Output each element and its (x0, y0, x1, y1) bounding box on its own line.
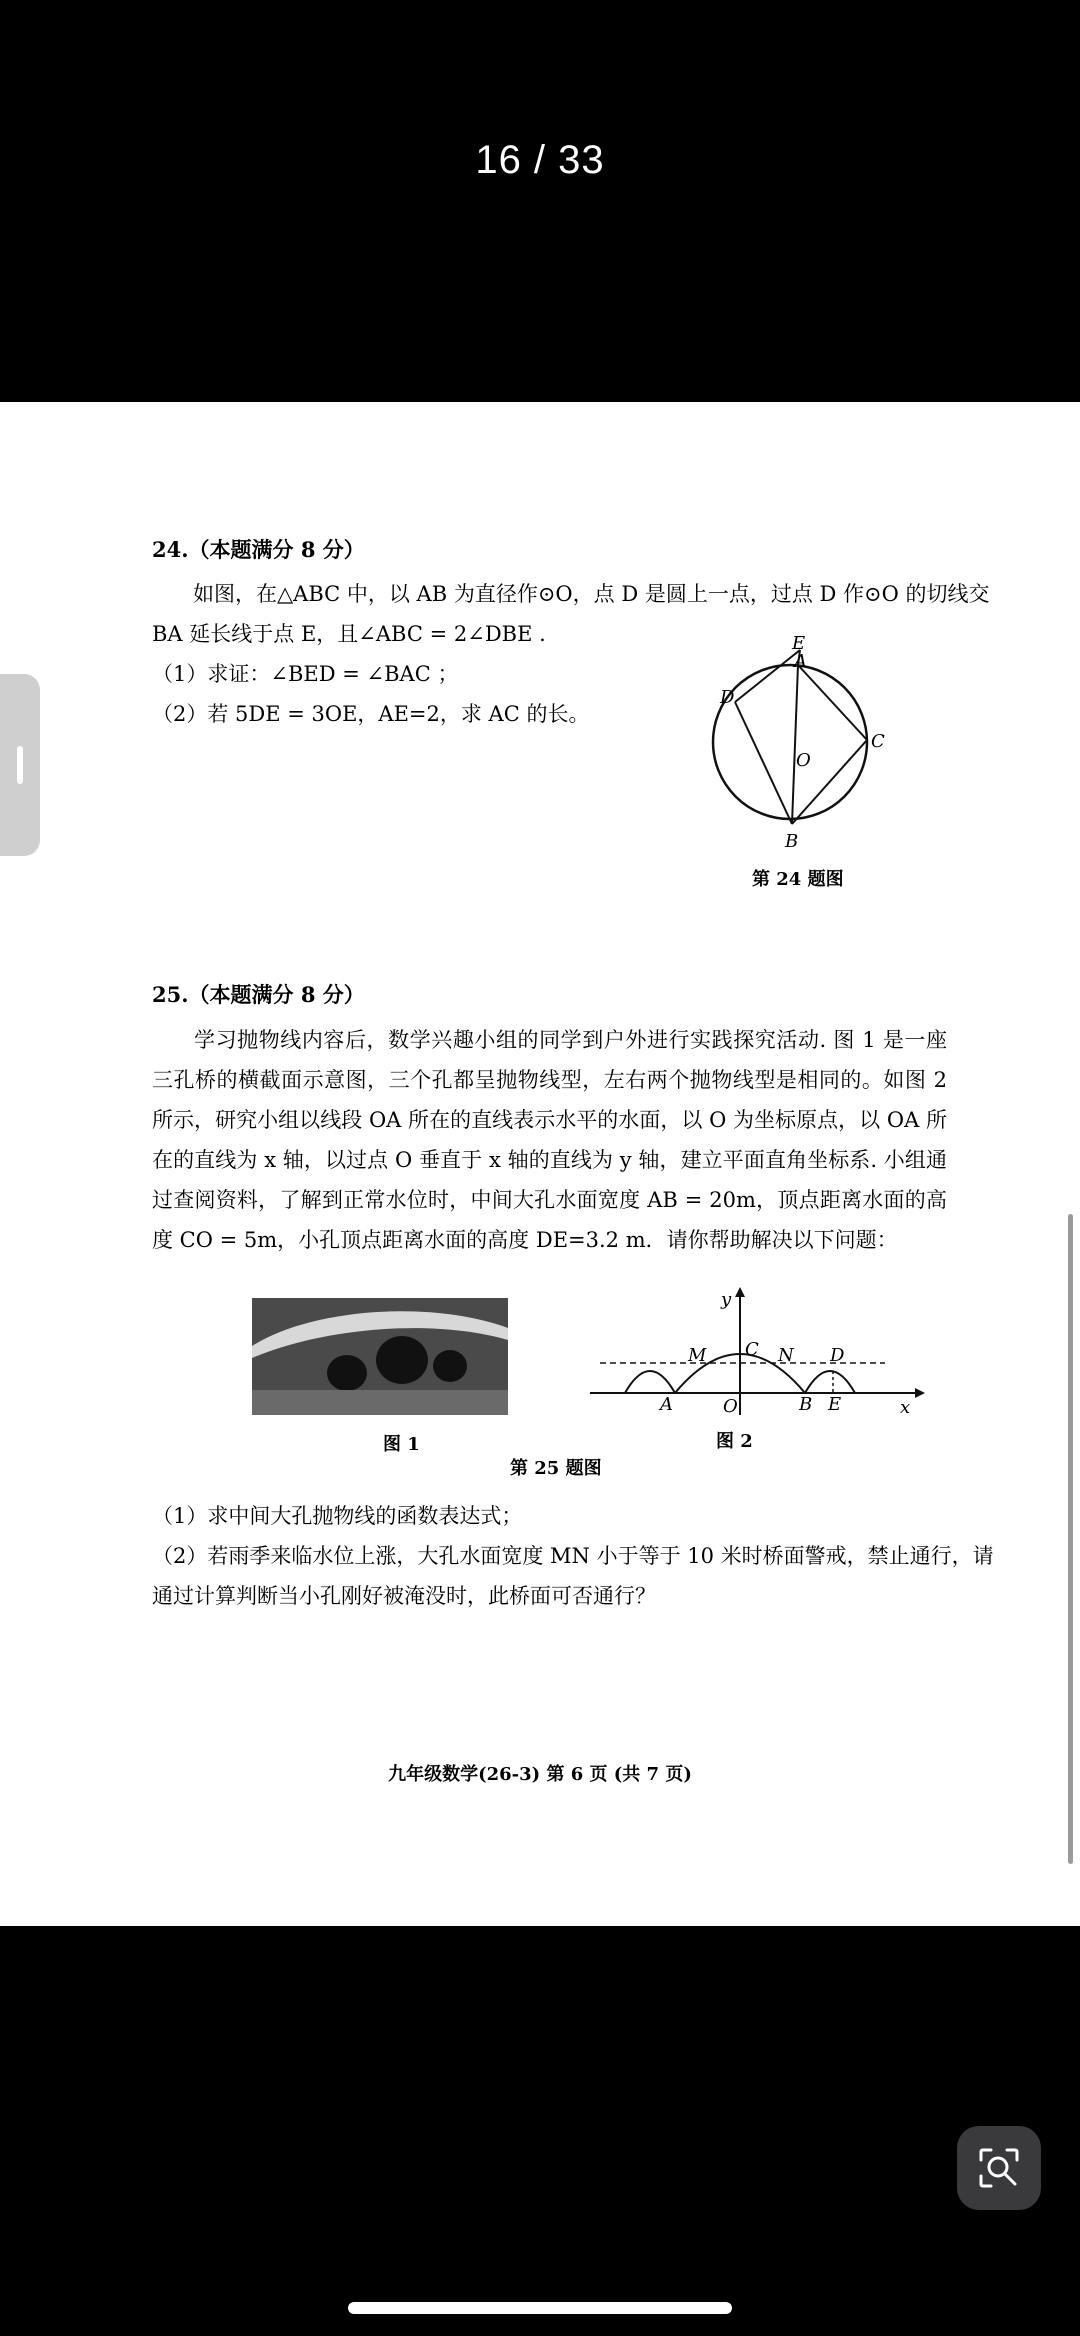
vertical-scrollbar[interactable] (1068, 1214, 1073, 1864)
fig24-label-A: A (794, 651, 807, 672)
visual-lookup-button[interactable] (957, 2126, 1041, 2210)
fig2-label-B: B (799, 1394, 813, 1415)
q24-circle-figure (700, 630, 900, 860)
q25-figures-caption: 第 25 题图 (510, 1458, 602, 1479)
fig24-label-E: E (792, 633, 806, 654)
fig24-label-D: D (720, 687, 735, 708)
fig2-label-E: E (828, 1394, 842, 1415)
q25-paragraph: 学习抛物线内容后，数学兴趣小组的同学到户外进行实践探究活动. 图 1 是一座三孔桥的横截面示意图，三个孔都呈抛物线型，左右两个抛物线型是相同的。如图 2 所示，研究小组以线段 OA 所在的直线表示水平的水面，以 O 为坐标原点，以 OA 所在的直线为 x 轴，以过点 O 垂直于 x 轴的直线为 y 轴，建立平面直角坐标系. 小组通过查阅资料，了解到正常水位时，中间大孔水面宽度 AB = 20m，顶点距离水面的高度 CO = 5m，小孔顶点距离水面的高度 DE=3.2 m．请你帮助解决以下问题： (152, 1028, 947, 1252)
fig2-label-N: N (778, 1345, 794, 1366)
q24-line2: BA 延长线于点 E，且∠ABC = 2∠DBE . (152, 622, 546, 646)
bridge-photo (252, 1298, 508, 1415)
fig24-label-C: C (871, 731, 885, 752)
bridge-photo-image (252, 1298, 508, 1415)
fig2-label-M: M (688, 1345, 707, 1366)
q25-sub2-line2: 通过计算判断当小孔刚好被淹没时，此桥面可否通行？ (152, 1584, 656, 1608)
q25-header: 25.（本题满分 8 分） (152, 982, 365, 1007)
q24-line1: 如图，在△ABC 中，以 AB 为直径作⊙O，点 D 是圆上一点，过点 D 作⊙O 的切线交 (193, 582, 990, 606)
handle-grip-icon (17, 746, 23, 784)
fig2-label-y: y (721, 1289, 732, 1310)
page-footer: 九年级数学(26-3) 第 6 页 (共 7 页) (388, 1764, 692, 1785)
fig2-label-A: A (660, 1394, 673, 1415)
fig2-label-C: C (745, 1339, 759, 1360)
fig2-label-D: D (830, 1345, 845, 1366)
fig2-label-x: x (900, 1397, 911, 1418)
page-counter: 16 / 33 (475, 138, 605, 182)
q25-sub1: （1）求中间大孔抛物线的函数表达式； (152, 1504, 523, 1528)
fig2-caption: 图 2 (716, 1431, 753, 1452)
fig1-caption: 图 1 (383, 1434, 420, 1455)
q25-sub2-line1: （2）若雨季来临水位上涨，大孔水面宽度 MN 小于等于 10 米时桥面警戒，禁止通行，请 (152, 1544, 994, 1568)
home-indicator[interactable] (348, 2302, 732, 2314)
fig24-label-O: O (796, 750, 811, 771)
q24-sub2: （2）若 5DE = 3OE，AE=2，求 AC 的长。 (152, 702, 590, 726)
fig24-label-B: B (785, 831, 799, 852)
q24-header: 24.（本题满分 8 分） (152, 537, 365, 562)
q24-sub1: （1）求证：∠BED = ∠BAC ； (152, 662, 459, 686)
q24-figure-caption: 第 24 题图 (752, 869, 844, 890)
fig2-label-O: O (723, 1396, 738, 1417)
side-drawer-handle[interactable] (0, 674, 40, 856)
scan-search-icon (957, 2126, 1041, 2210)
q25-coordinate-figure (585, 1285, 925, 1425)
